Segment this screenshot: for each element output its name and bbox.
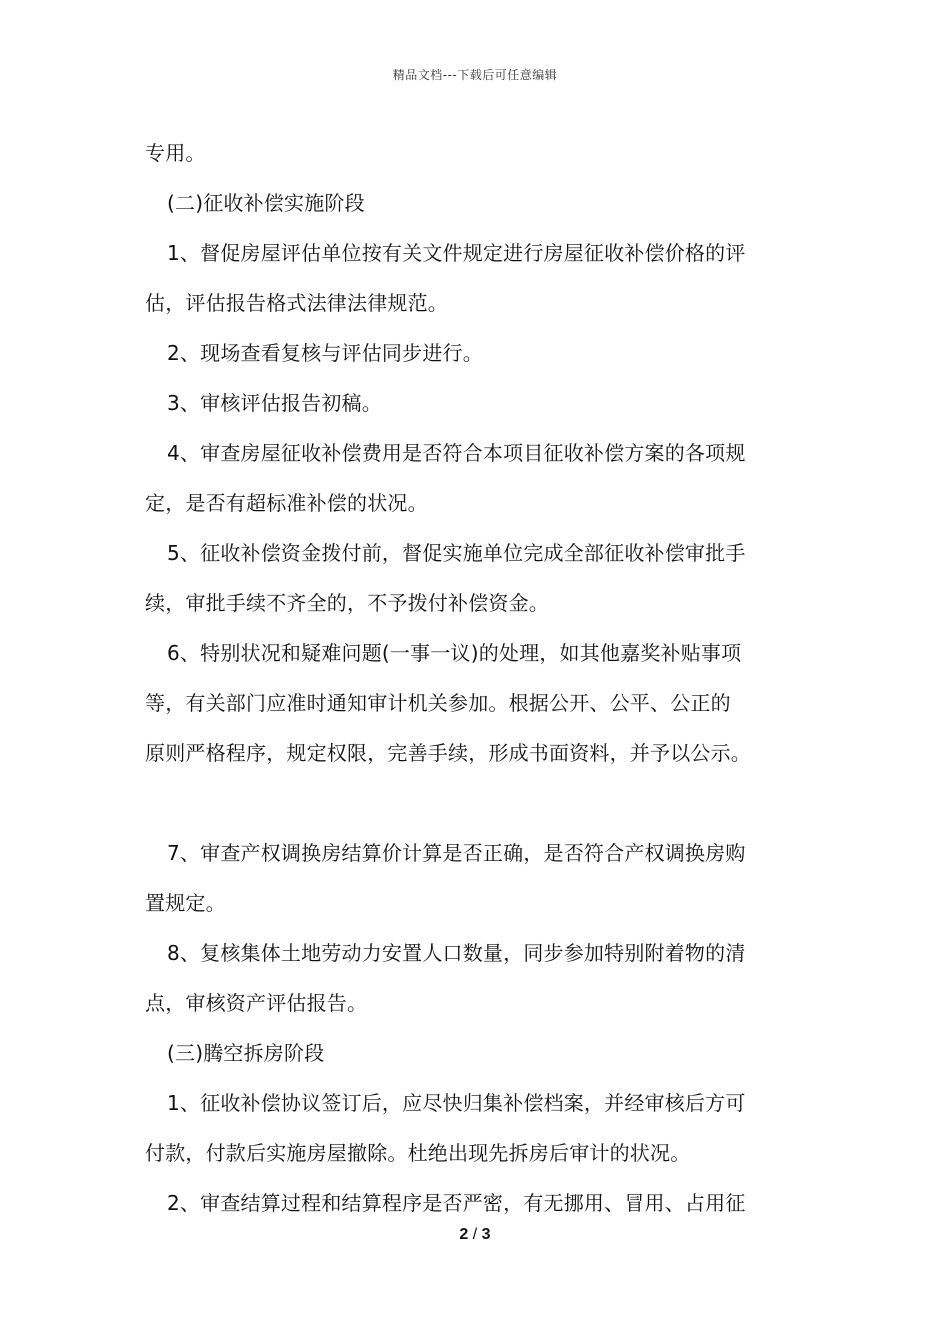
paragraph-line: 付款，付款后实施房屋撤除。杜绝出现先拆房后审计的状况。 [145, 1141, 691, 1165]
paragraph-line: 5、征收补偿资金拨付前，督促实施单位完成全部征收补偿审批手 [167, 541, 746, 565]
paragraph-line: 点，审核资产评估报告。 [145, 991, 368, 1015]
paragraph-line: 1、征收补偿协议签订后，应尽快归集补偿档案，并经审核后方可 [167, 1091, 746, 1115]
document-body [145, 128, 825, 1228]
paragraph-line: 等，有关部门应准时通知审计机关参加。根据公开、公平、公正的 [145, 691, 731, 715]
paragraph-line: 估，评估报告格式法律法律规范。 [145, 291, 448, 315]
page-number [0, 1226, 950, 1244]
paragraph-line: 2、审查结算过程和结算程序是否严密，有无挪用、冒用、占用征 [167, 1191, 746, 1215]
paragraph-line: 续，审批手续不齐全的，不予拨付补偿资金。 [145, 591, 549, 615]
paragraph-line: 7、审查产权调换房结算价计算是否正确，是否符合产权调换房购 [167, 841, 746, 865]
page-separator: / [472, 1226, 478, 1243]
paragraph-line: 定，是否有超标准补偿的状况。 [145, 491, 428, 515]
paragraph-spacer [145, 778, 825, 828]
paragraph-line: 8、复核集体土地劳动力安置人口数量，同步参加特别附着物的清 [167, 941, 746, 965]
paragraph-line: 2、现场查看复核与评估同步进行。 [167, 341, 483, 365]
page-current: 2 [459, 1226, 469, 1243]
paragraph-line: 原则严格程序，规定权限，完善手续，形成书面资料，并予以公示。 [145, 741, 751, 765]
paragraph-line: 专用。 [145, 141, 206, 165]
paragraph-line: 置规定。 [145, 891, 226, 915]
page-total: 3 [481, 1226, 491, 1243]
paragraph-line: 6、特别状况和疑难问题(一事一议)的处理，如其他嘉奖补贴事项 [167, 641, 742, 665]
page-header: 精品文档---下载后可任意编辑 [392, 68, 558, 82]
paragraph-line: 1、督促房屋评估单位按有关文件规定进行房屋征收补偿价格的评 [167, 241, 746, 265]
section-heading: (二)征收补偿实施阶段 [167, 191, 365, 215]
paragraph-line: 3、审核评估报告初稿。 [167, 391, 382, 415]
section-heading: (三)腾空拆房阶段 [167, 1041, 325, 1065]
paragraph-line: 4、审查房屋征收补偿费用是否符合本项目征收补偿方案的各项规 [167, 441, 746, 465]
